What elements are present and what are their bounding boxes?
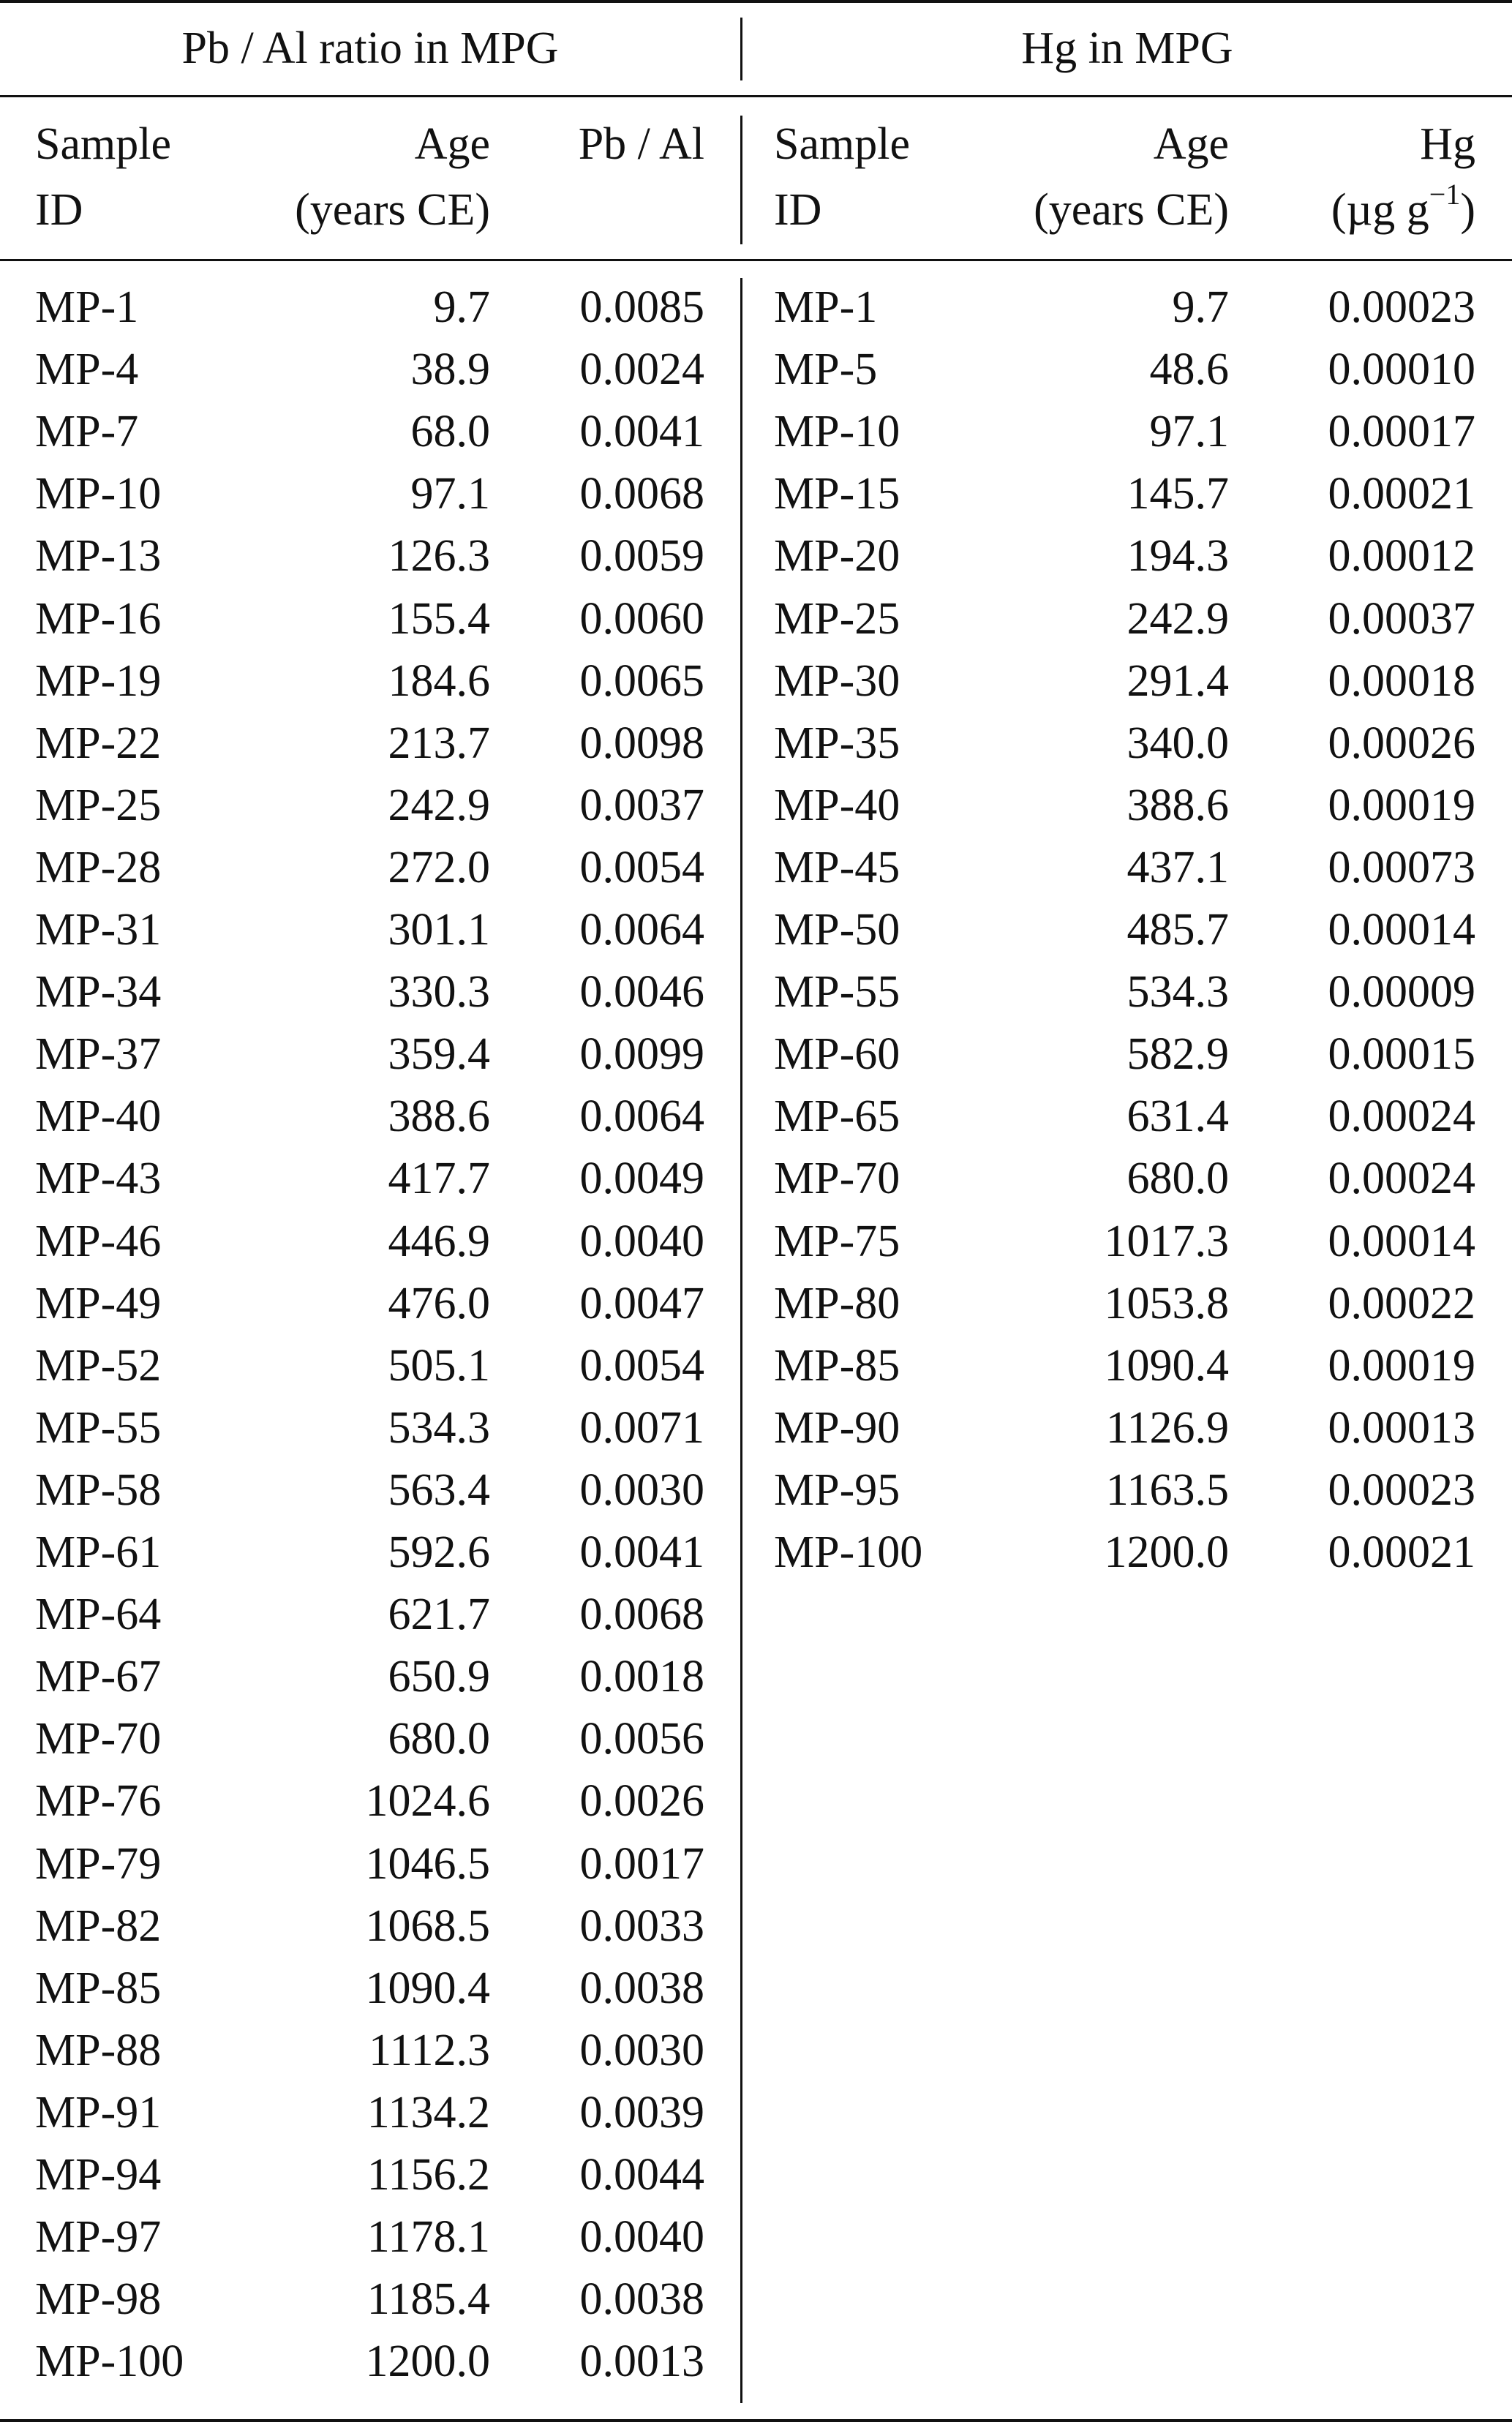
sample-id-cell: MP-1 bbox=[35, 282, 139, 332]
age-cell: 1046.5 bbox=[365, 1839, 490, 1889]
hg-value-cell: 0.00009 bbox=[1328, 967, 1475, 1017]
age-cell: 38.9 bbox=[410, 345, 490, 394]
hg-value-cell: 0.00015 bbox=[1328, 1029, 1475, 1079]
pb-al-value-cell: 0.0065 bbox=[579, 656, 704, 706]
pb-al-value-cell: 0.0018 bbox=[579, 1652, 704, 1702]
sample-id-cell: MP-25 bbox=[35, 781, 162, 830]
group-rule bbox=[0, 95, 1512, 97]
age-cell: 359.4 bbox=[388, 1029, 490, 1079]
sample-id-cell: MP-65 bbox=[774, 1091, 900, 1141]
sample-id-cell: MP-40 bbox=[35, 1091, 162, 1141]
hg-value-cell: 0.00013 bbox=[1328, 1403, 1475, 1453]
age-cell: 476.0 bbox=[388, 1279, 490, 1328]
sample-id-cell: MP-67 bbox=[35, 1652, 162, 1702]
hg-value-cell: 0.00014 bbox=[1328, 1217, 1475, 1266]
sample-id-cell: MP-30 bbox=[774, 656, 900, 706]
age-cell: 1185.4 bbox=[366, 2274, 490, 2324]
pb-al-value-cell: 0.0024 bbox=[579, 345, 704, 394]
hg-value-cell: 0.00023 bbox=[1328, 1465, 1475, 1515]
sample-id-cell: MP-94 bbox=[35, 2150, 162, 2200]
age-cell: 1068.5 bbox=[365, 1901, 490, 1951]
pb-al-value-cell: 0.0040 bbox=[579, 2212, 704, 2262]
age-cell: 534.3 bbox=[388, 1403, 490, 1453]
pb-al-value-cell: 0.0026 bbox=[579, 1776, 704, 1826]
age-cell: 9.7 bbox=[1172, 282, 1229, 332]
age-cell: 485.7 bbox=[1127, 905, 1229, 955]
sample-id-cell: MP-91 bbox=[35, 2088, 162, 2138]
sample-id-cell: MP-100 bbox=[774, 1527, 923, 1577]
age-cell: 68.0 bbox=[410, 407, 490, 456]
top-rule bbox=[0, 0, 1512, 3]
col-head-sample-id-left: Sample ID bbox=[35, 119, 171, 235]
pb-al-value-cell: 0.0098 bbox=[579, 718, 704, 768]
sample-id-cell: MP-64 bbox=[35, 1590, 162, 1639]
pb-al-value-cell: 0.0068 bbox=[579, 1590, 704, 1639]
bottom-rule bbox=[0, 2419, 1512, 2422]
sample-id-cell: MP-19 bbox=[35, 656, 162, 706]
age-cell: 213.7 bbox=[388, 718, 490, 768]
sample-id-cell: MP-10 bbox=[35, 469, 162, 519]
sample-id-cell: MP-46 bbox=[35, 1217, 162, 1266]
age-cell: 417.7 bbox=[388, 1154, 490, 1203]
age-cell: 650.9 bbox=[388, 1652, 490, 1702]
age-cell: 534.3 bbox=[1127, 967, 1229, 1017]
pb-al-value-cell: 0.0085 bbox=[579, 282, 704, 332]
hg-value-cell: 0.00021 bbox=[1328, 469, 1475, 519]
hg-value-cell: 0.00023 bbox=[1328, 282, 1475, 332]
sample-id-cell: MP-70 bbox=[35, 1714, 162, 1764]
sample-id-cell: MP-75 bbox=[774, 1217, 900, 1266]
column-head-divider bbox=[740, 116, 742, 244]
age-cell: 388.6 bbox=[1127, 781, 1229, 830]
sample-id-cell: MP-76 bbox=[35, 1776, 162, 1826]
sample-id-cell: MP-49 bbox=[35, 1279, 162, 1328]
body-divider bbox=[740, 278, 742, 2403]
hg-value-cell: 0.00018 bbox=[1328, 656, 1475, 706]
age-cell: 1163.5 bbox=[1105, 1465, 1229, 1515]
age-cell: 1200.0 bbox=[365, 2336, 490, 2386]
sample-id-cell: MP-16 bbox=[35, 594, 162, 644]
hg-value-cell: 0.00012 bbox=[1328, 531, 1475, 581]
age-cell: 1024.6 bbox=[365, 1776, 490, 1826]
sample-id-cell: MP-88 bbox=[35, 2026, 162, 2075]
age-cell: 194.3 bbox=[1127, 531, 1229, 581]
pb-al-value-cell: 0.0047 bbox=[579, 1279, 704, 1328]
hg-unit: (µg $g^{-1}$) bbox=[1331, 178, 1475, 235]
sample-id-cell: MP-60 bbox=[774, 1029, 900, 1079]
col-head-sample-id-right: Sample ID bbox=[774, 119, 910, 235]
hg-value-cell: 0.00026 bbox=[1328, 718, 1475, 768]
age-cell: 592.6 bbox=[388, 1527, 490, 1577]
age-cell: 680.0 bbox=[1127, 1154, 1229, 1203]
hg-value-cell: 0.00037 bbox=[1328, 594, 1475, 644]
sample-id-cell: MP-20 bbox=[774, 531, 900, 581]
age-cell: 446.9 bbox=[388, 1217, 490, 1266]
hg-value-cell: 0.00019 bbox=[1328, 1341, 1475, 1391]
age-cell: 1134.2 bbox=[366, 2088, 490, 2138]
sample-id-cell: MP-85 bbox=[35, 1963, 162, 2013]
sample-id-cell: MP-55 bbox=[35, 1403, 162, 1453]
hg-value-cell: 0.00024 bbox=[1328, 1091, 1475, 1141]
age-cell: 126.3 bbox=[388, 531, 490, 581]
age-cell: 1112.3 bbox=[369, 2026, 490, 2075]
col-head-pb-al: Pb / Al bbox=[578, 119, 704, 169]
hg-value-cell: 0.00017 bbox=[1328, 407, 1475, 456]
sample-id-cell: MP-70 bbox=[774, 1154, 900, 1203]
age-cell: 563.4 bbox=[388, 1465, 490, 1515]
pb-al-value-cell: 0.0064 bbox=[579, 905, 704, 955]
age-cell: 48.6 bbox=[1149, 345, 1229, 394]
group-title-hg: Hg in MPG bbox=[1021, 23, 1233, 73]
pb-al-value-cell: 0.0041 bbox=[579, 1527, 704, 1577]
sample-id-cell: MP-15 bbox=[774, 469, 900, 519]
age-cell: 1090.4 bbox=[365, 1963, 490, 2013]
age-cell: 97.1 bbox=[410, 469, 490, 519]
age-cell: 1200.0 bbox=[1104, 1527, 1229, 1577]
pb-al-value-cell: 0.0056 bbox=[579, 1714, 704, 1764]
sample-id-cell: MP-35 bbox=[774, 718, 900, 768]
sample-id-cell: MP-90 bbox=[774, 1403, 900, 1453]
sample-id-cell: MP-52 bbox=[35, 1341, 162, 1391]
pb-al-value-cell: 0.0041 bbox=[579, 407, 704, 456]
pb-al-value-cell: 0.0068 bbox=[579, 469, 704, 519]
age-cell: 680.0 bbox=[388, 1714, 490, 1764]
sample-id-cell: MP-55 bbox=[774, 967, 900, 1017]
sample-id-cell: MP-7 bbox=[35, 407, 139, 456]
pb-al-value-cell: 0.0044 bbox=[579, 2150, 704, 2200]
age-cell: 145.7 bbox=[1127, 469, 1229, 519]
sample-id-cell: MP-85 bbox=[774, 1341, 900, 1391]
pb-al-value-cell: 0.0037 bbox=[579, 781, 704, 830]
sample-id-cell: MP-95 bbox=[774, 1465, 900, 1515]
age-cell: 291.4 bbox=[1127, 656, 1229, 706]
sample-id-cell: MP-28 bbox=[35, 843, 162, 892]
age-cell: 272.0 bbox=[388, 843, 490, 892]
hg-value-cell: 0.00024 bbox=[1328, 1154, 1475, 1203]
hg-value-cell: 0.00014 bbox=[1328, 905, 1475, 955]
pb-al-value-cell: 0.0030 bbox=[579, 1465, 704, 1515]
sample-id-cell: MP-25 bbox=[774, 594, 900, 644]
sample-id-cell: MP-58 bbox=[35, 1465, 162, 1515]
col-head-hg: Hg (µg $g^{-1}$) bbox=[1244, 111, 1475, 243]
sample-id-cell: MP-100 bbox=[35, 2336, 184, 2386]
pb-al-value-cell: 0.0013 bbox=[579, 2336, 704, 2386]
age-cell: 97.1 bbox=[1149, 407, 1229, 456]
col-head-age-left: Age (years CE) bbox=[295, 119, 490, 235]
pb-al-value-cell: 0.0033 bbox=[579, 1901, 704, 1951]
pb-al-value-cell: 0.0017 bbox=[579, 1839, 704, 1889]
sample-id-cell: MP-97 bbox=[35, 2212, 162, 2262]
col-head-age-right: Age (years CE) bbox=[1034, 119, 1229, 235]
pb-al-value-cell: 0.0060 bbox=[579, 594, 704, 644]
sample-id-cell: MP-40 bbox=[774, 781, 900, 830]
sample-id-cell: MP-34 bbox=[35, 967, 162, 1017]
age-cell: 437.1 bbox=[1127, 843, 1229, 892]
age-cell: 155.4 bbox=[388, 594, 490, 644]
sample-id-cell: MP-98 bbox=[35, 2274, 162, 2324]
pb-al-value-cell: 0.0054 bbox=[579, 843, 704, 892]
age-cell: 1090.4 bbox=[1104, 1341, 1229, 1391]
age-cell: 184.6 bbox=[388, 656, 490, 706]
age-cell: 242.9 bbox=[1127, 594, 1229, 644]
sample-id-cell: MP-4 bbox=[35, 345, 139, 394]
sample-id-cell: MP-61 bbox=[35, 1527, 162, 1577]
pb-al-value-cell: 0.0059 bbox=[579, 531, 704, 581]
pb-al-value-cell: 0.0030 bbox=[579, 2026, 704, 2075]
sample-id-cell: MP-31 bbox=[35, 905, 162, 955]
age-cell: 582.9 bbox=[1127, 1029, 1229, 1079]
age-cell: 505.1 bbox=[388, 1341, 490, 1391]
age-cell: 340.0 bbox=[1127, 718, 1229, 768]
sample-id-cell: MP-13 bbox=[35, 531, 162, 581]
pb-al-value-cell: 0.0038 bbox=[579, 1963, 704, 2013]
pb-al-value-cell: 0.0046 bbox=[579, 967, 704, 1017]
age-cell: 9.7 bbox=[433, 282, 490, 332]
pb-al-value-cell: 0.0071 bbox=[579, 1403, 704, 1453]
group-title-pb-al: Pb / Al ratio in MPG bbox=[181, 23, 559, 73]
age-cell: 1053.8 bbox=[1104, 1279, 1229, 1328]
sample-id-cell: MP-80 bbox=[774, 1279, 900, 1328]
sample-id-cell: MP-43 bbox=[35, 1154, 162, 1203]
hg-value-cell: 0.00021 bbox=[1328, 1527, 1475, 1577]
sample-id-cell: MP-22 bbox=[35, 718, 162, 768]
age-cell: 631.4 bbox=[1127, 1091, 1229, 1141]
age-cell: 301.1 bbox=[388, 905, 490, 955]
pb-al-value-cell: 0.0099 bbox=[579, 1029, 704, 1079]
age-cell: 1156.2 bbox=[366, 2150, 490, 2200]
sample-id-cell: MP-5 bbox=[774, 345, 878, 394]
age-cell: 1017.3 bbox=[1104, 1217, 1229, 1266]
hg-value-cell: 0.00019 bbox=[1328, 781, 1475, 830]
header-rule bbox=[0, 259, 1512, 261]
age-cell: 330.3 bbox=[388, 967, 490, 1017]
hg-value-cell: 0.00010 bbox=[1328, 345, 1475, 394]
pb-al-value-cell: 0.0040 bbox=[579, 1217, 704, 1266]
pb-al-value-cell: 0.0049 bbox=[579, 1154, 704, 1203]
sample-id-cell: MP-1 bbox=[774, 282, 878, 332]
pb-al-value-cell: 0.0039 bbox=[579, 2088, 704, 2138]
hg-value-cell: 0.00022 bbox=[1328, 1279, 1475, 1328]
age-cell: 1126.9 bbox=[1105, 1403, 1229, 1453]
age-cell: 242.9 bbox=[388, 781, 490, 830]
age-cell: 621.7 bbox=[388, 1590, 490, 1639]
sample-id-cell: MP-79 bbox=[35, 1839, 162, 1889]
pb-al-value-cell: 0.0064 bbox=[579, 1091, 704, 1141]
sample-id-cell: MP-45 bbox=[774, 843, 900, 892]
hg-value-cell: 0.00073 bbox=[1328, 843, 1475, 892]
sample-id-cell: MP-37 bbox=[35, 1029, 162, 1079]
sample-id-cell: MP-50 bbox=[774, 905, 900, 955]
sample-id-cell: MP-82 bbox=[35, 1901, 162, 1951]
sample-id-cell: MP-10 bbox=[774, 407, 900, 456]
pb-al-value-cell: 0.0054 bbox=[579, 1341, 704, 1391]
pb-al-value-cell: 0.0038 bbox=[579, 2274, 704, 2324]
age-cell: 388.6 bbox=[388, 1091, 490, 1141]
age-cell: 1178.1 bbox=[366, 2212, 490, 2262]
